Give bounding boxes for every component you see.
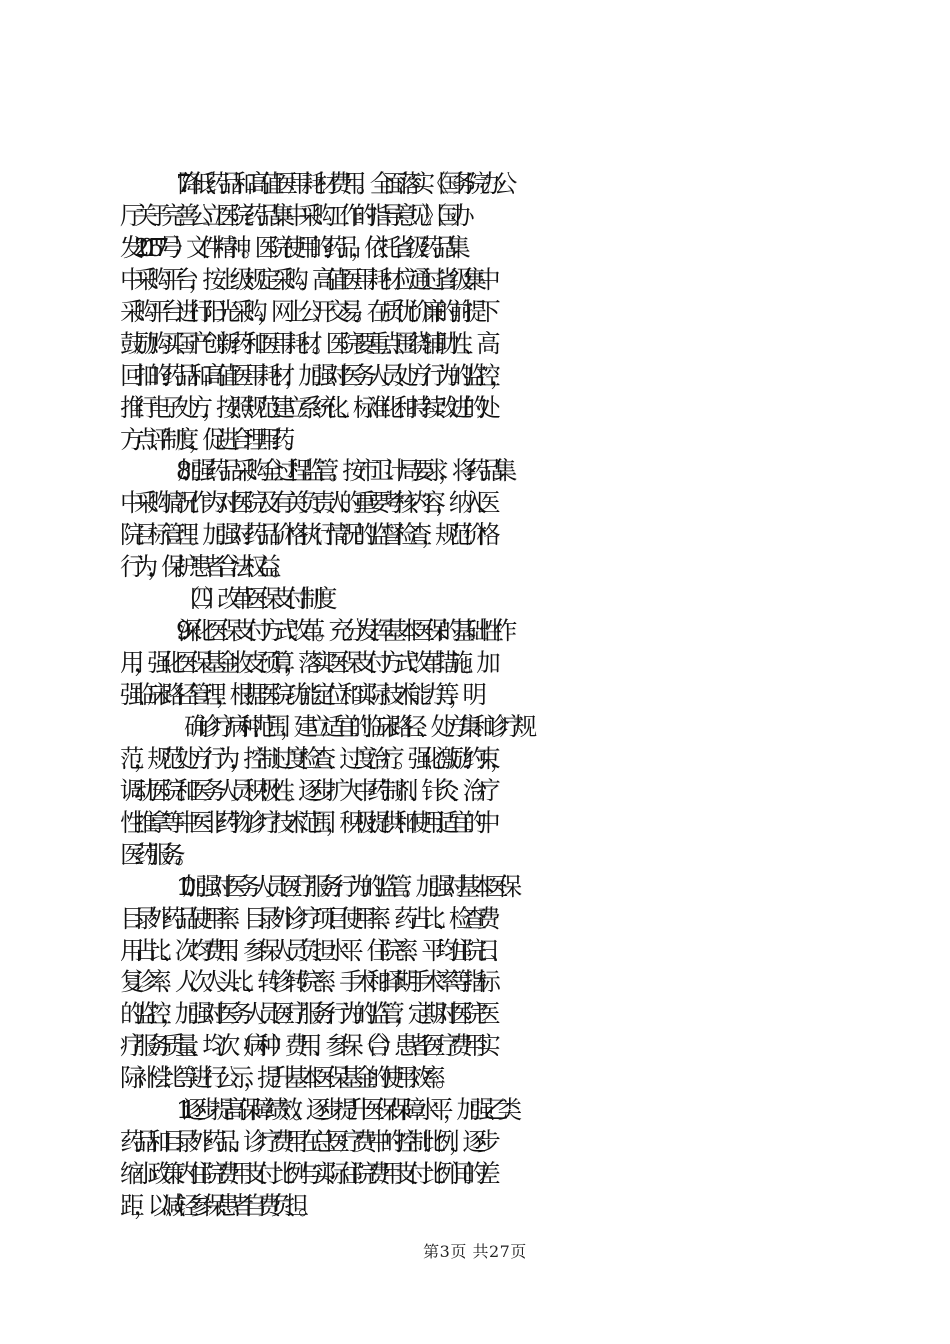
body-line: 调动医院和医务人员积极性。逐步扩大中药制剂、针灸、治疗 [120, 775, 490, 805]
body-line: 缩小政策内住院费用支付比例与实际住院费用支付比例间的差 [120, 1159, 490, 1189]
body-line: 推行电子处方，按照规范建立系统化、标准化和持续改进的处 [120, 392, 490, 422]
body-line: 强临床路径管理，根据医院功能定位和实际技术能力等，明 [120, 680, 477, 710]
body-line: 范，规范处方行为，控制过度检查、过度治疗。强化激励约束， [120, 743, 504, 773]
body-line: 9.深化医保支付方式改革。充分发挥基本医保的基础性作 [176, 616, 507, 646]
body-line: 发"2015"7号）文件精神。医院使用的药品，依托省级药品集 [120, 232, 460, 262]
body-line: 中采购平台，按上级规定采购。高值医用耗材应通过省级集中 [120, 264, 490, 294]
body-line: 确诊疗病种范围，建立适宜的临床路径、处方集和诊疗规 [184, 711, 527, 741]
body-line: 10.加强对医务人员医疗服务行为的监管。加强对基本医保 [176, 871, 512, 901]
body-line: 性推拿等中医非药物诊疗技术范围，积极提供和使用适宜的中 [120, 807, 490, 837]
section-heading: （四）改革医保支付制度 [176, 584, 327, 614]
body-line: 厅关于完善公立医院药品集中采购工作的指导意见》（国办 [120, 200, 464, 230]
body-line: 7.降低药品和高值医用耗材费用。全面落实《国务院办公 [176, 169, 507, 198]
body-line: 复诊率、人次人头比、转诊转院率、手术和择期手术率等指标 [120, 967, 490, 997]
body-line: 鼓励购买国产创新药和医用耗材。医院要重点围绕辅助性、高 [120, 328, 490, 358]
body-line: 用占比、次均费用、参保人员负担水平、住院率、平均住院日、 [120, 935, 504, 965]
body-line: 中采购情况作为对医院及有关负责人的重要考核内容，纳入医 [120, 488, 490, 518]
body-line: 用，强化医保基金收支预算，落实医保支付方式改革措施。加 [120, 648, 490, 678]
body-line: 际补偿比等进行公示，提升基本医保基金的使用效率。 [120, 1063, 449, 1093]
body-line: 11.逐步提高保障绩效。逐步提升医保保障水平，加强乙类 [176, 1095, 512, 1125]
body-line: 院目标管理。加强对药品价格执行情况的监督检查，规范价格 [120, 520, 490, 550]
page-footer [0, 1240, 950, 1264]
body-line: 行为，保护患者合法权益。 [120, 552, 285, 582]
body-line: 疗服务质量、均次（病种）费用、参保（合）患者医疗费用实 [120, 1031, 490, 1061]
body-line: 回扣的药品和高值医用耗材，加强对医务人员处方行为的监控， [120, 360, 504, 390]
body-line: 医药服务。 [120, 839, 189, 869]
page-number-label: 第3页 共27页 [423, 1242, 527, 1261]
body-line: 距，以减轻参保患者自费负担。 [120, 1191, 312, 1221]
body-line: 方点评制度，促进合理用药。 [120, 424, 299, 454]
body-line: 的监控，加强对医务人员医疗服务行为的监管，定期对医院医 [120, 999, 490, 1029]
body-line: 采购平台进行阳光采购，网上公开交易。在质优价廉的前提下 [120, 296, 490, 326]
body-line: 目录外药品使用率、目录外诊疗项目使用率、药占比、检查费 [120, 903, 490, 933]
body-line: 8.加强药品采购全过程监管。按市卫计局要求，将药品集 [176, 456, 507, 486]
body-line: 药品和目录外药品、诊疗费用在总医疗费中的控制比例，逐步 [120, 1127, 490, 1157]
